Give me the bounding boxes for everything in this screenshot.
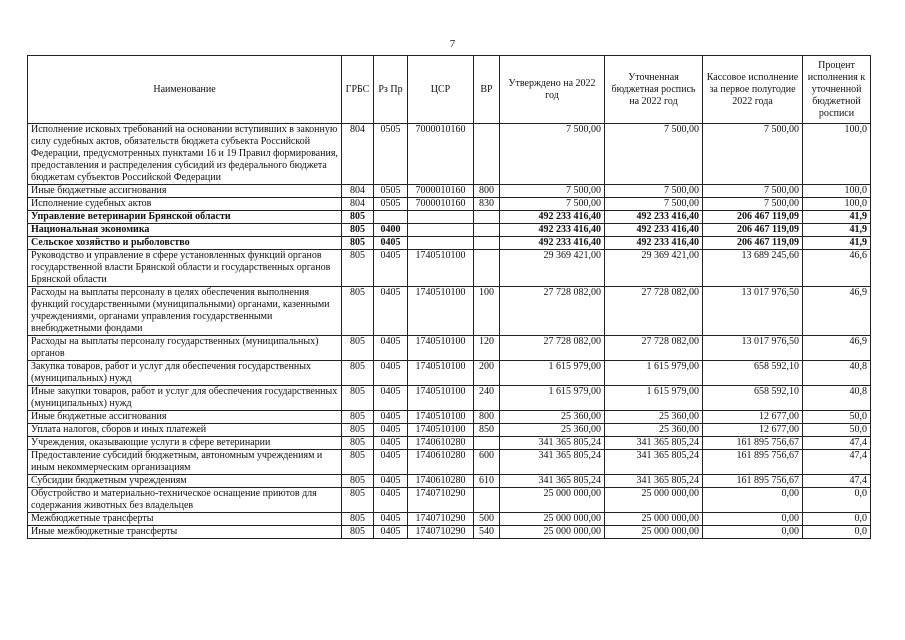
table-row	[28, 185, 871, 198]
cell-cash: 0,00	[703, 526, 803, 539]
table-row	[28, 424, 871, 437]
cell-csr: 1740510100	[408, 411, 474, 424]
table-row	[28, 224, 871, 237]
cell-percent: 0,0	[803, 513, 871, 526]
cell-csr	[408, 237, 474, 250]
cell-vr: 500	[474, 513, 500, 526]
cell-csr: 1740710290	[408, 513, 474, 526]
cell-grbs: 805	[342, 411, 374, 424]
cell-rzpr: 0405	[374, 475, 408, 488]
table-row	[28, 437, 871, 450]
cell-csr: 1740610280	[408, 475, 474, 488]
table-row	[28, 336, 871, 361]
cell-cash: 12 677,00	[703, 424, 803, 437]
cell-grbs: 805	[342, 250, 374, 287]
cell-refined: 25 000 000,00	[605, 513, 703, 526]
table-row	[28, 526, 871, 539]
cell-approved: 25 360,00	[500, 411, 605, 424]
cell-percent: 100,0	[803, 198, 871, 211]
cell-percent: 46,9	[803, 336, 871, 361]
cell-vr: 120	[474, 336, 500, 361]
cell-name: Иные межбюджетные трансферты	[28, 526, 342, 539]
table-row	[28, 513, 871, 526]
cell-percent: 41,9	[803, 224, 871, 237]
cell-cash: 206 467 119,09	[703, 211, 803, 224]
cell-approved: 492 233 416,40	[500, 211, 605, 224]
cell-vr: 200	[474, 361, 500, 386]
cell-refined: 7 500,00	[605, 198, 703, 211]
cell-grbs: 804	[342, 198, 374, 211]
cell-refined: 7 500,00	[605, 124, 703, 185]
cell-vr: 240	[474, 386, 500, 411]
cell-csr: 7000010160	[408, 185, 474, 198]
cell-csr: 1740510100	[408, 336, 474, 361]
cell-approved: 7 500,00	[500, 185, 605, 198]
table-row	[28, 488, 871, 513]
cell-cash: 658 592,10	[703, 361, 803, 386]
cell-rzpr: 0405	[374, 361, 408, 386]
cell-vr	[474, 124, 500, 185]
cell-vr: 830	[474, 198, 500, 211]
table-row	[28, 237, 871, 250]
cell-cash: 7 500,00	[703, 124, 803, 185]
cell-name: Учреждения, оказывающие услуги в сфере ветеринарии	[28, 437, 342, 450]
cell-percent: 50,0	[803, 411, 871, 424]
cell-grbs: 805	[342, 287, 374, 336]
cell-grbs: 804	[342, 124, 374, 185]
table-row	[28, 386, 871, 411]
header-grbs: ГРБС	[342, 56, 374, 124]
cell-refined: 1 615 979,00	[605, 386, 703, 411]
cell-name: Иные закупки товаров, работ и услуг для обеспечения государственных (муниципальных) нужд	[28, 386, 342, 411]
table-row	[28, 475, 871, 488]
cell-csr: 1740610280	[408, 437, 474, 450]
cell-approved: 27 728 082,00	[500, 287, 605, 336]
cell-rzpr: 0405	[374, 526, 408, 539]
cell-percent: 40,8	[803, 361, 871, 386]
cell-name: Расходы на выплаты персоналу государственных (муниципальных) органов	[28, 336, 342, 361]
cell-percent: 46,6	[803, 250, 871, 287]
cell-csr: 1740510100	[408, 361, 474, 386]
cell-rzpr: 0505	[374, 124, 408, 185]
cell-cash: 161 895 756,67	[703, 437, 803, 450]
cell-refined: 492 233 416,40	[605, 237, 703, 250]
cell-grbs: 805	[342, 437, 374, 450]
table-row	[28, 211, 871, 224]
table-row	[28, 198, 871, 211]
cell-rzpr: 0405	[374, 513, 408, 526]
cell-grbs: 805	[342, 336, 374, 361]
cell-csr: 1740510100	[408, 386, 474, 411]
cell-refined: 25 360,00	[605, 424, 703, 437]
cell-vr	[474, 211, 500, 224]
cell-cash: 13 017 976,50	[703, 336, 803, 361]
cell-cash: 13 689 245,60	[703, 250, 803, 287]
cell-approved: 492 233 416,40	[500, 224, 605, 237]
cell-rzpr: 0405	[374, 450, 408, 475]
cell-grbs: 805	[342, 211, 374, 224]
cell-name: Межбюджетные трансферты	[28, 513, 342, 526]
cell-cash: 0,00	[703, 513, 803, 526]
cell-name: Уплата налогов, сборов и иных платежей	[28, 424, 342, 437]
cell-refined: 25 000 000,00	[605, 488, 703, 513]
cell-name: Сельское хозяйство и рыболовство	[28, 237, 342, 250]
cell-grbs: 805	[342, 513, 374, 526]
cell-rzpr: 0505	[374, 198, 408, 211]
cell-grbs: 805	[342, 475, 374, 488]
cell-cash: 206 467 119,09	[703, 237, 803, 250]
cell-cash: 7 500,00	[703, 185, 803, 198]
cell-grbs: 805	[342, 424, 374, 437]
cell-refined: 341 365 805,24	[605, 450, 703, 475]
cell-refined: 7 500,00	[605, 185, 703, 198]
cell-approved: 25 000 000,00	[500, 526, 605, 539]
cell-grbs: 805	[342, 450, 374, 475]
cell-rzpr: 0405	[374, 488, 408, 513]
cell-approved: 29 369 421,00	[500, 250, 605, 287]
cell-csr	[408, 211, 474, 224]
cell-refined: 27 728 082,00	[605, 287, 703, 336]
header-name: Наименование	[28, 56, 342, 124]
table-row	[28, 124, 871, 185]
cell-percent: 47,4	[803, 437, 871, 450]
cell-vr: 850	[474, 424, 500, 437]
cell-percent: 46,9	[803, 287, 871, 336]
cell-refined: 25 360,00	[605, 411, 703, 424]
cell-percent: 41,9	[803, 237, 871, 250]
cell-name: Иные бюджетные ассигнования	[28, 411, 342, 424]
cell-name: Обустройство и материально-техническое оснащение приютов для содержания животных без владельцев	[28, 488, 342, 513]
budget-execution-table	[27, 55, 871, 539]
cell-csr: 7000010160	[408, 198, 474, 211]
cell-approved: 25 000 000,00	[500, 488, 605, 513]
cell-name: Национальная экономика	[28, 224, 342, 237]
cell-percent: 50,0	[803, 424, 871, 437]
cell-grbs: 804	[342, 185, 374, 198]
cell-csr: 1740610280	[408, 450, 474, 475]
cell-cash: 7 500,00	[703, 198, 803, 211]
cell-percent: 47,4	[803, 475, 871, 488]
cell-vr: 800	[474, 411, 500, 424]
cell-approved: 341 365 805,24	[500, 450, 605, 475]
cell-percent: 41,9	[803, 211, 871, 224]
cell-percent: 47,4	[803, 450, 871, 475]
cell-rzpr: 0405	[374, 336, 408, 361]
cell-csr: 1740710290	[408, 526, 474, 539]
cell-approved: 7 500,00	[500, 124, 605, 185]
cell-name: Закупка товаров, работ и услуг для обеспечения государственных (муниципальных) нужд	[28, 361, 342, 386]
cell-cash: 658 592,10	[703, 386, 803, 411]
cell-name: Расходы на выплаты персоналу в целях обеспечения выполнения функций государственными (муниципальными) органами, казенными учреждениями, органами управления государственными внебюджетными фондами	[28, 287, 342, 336]
cell-percent: 0,0	[803, 526, 871, 539]
cell-vr: 600	[474, 450, 500, 475]
cell-vr	[474, 224, 500, 237]
cell-approved: 27 728 082,00	[500, 336, 605, 361]
cell-vr: 610	[474, 475, 500, 488]
cell-rzpr: 0405	[374, 411, 408, 424]
table-body	[28, 124, 871, 539]
cell-name: Иные бюджетные ассигнования	[28, 185, 342, 198]
table-row	[28, 287, 871, 336]
cell-vr	[474, 488, 500, 513]
cell-name: Предоставление субсидий бюджетным, автономным учреждениям и иным некоммерческим организациям	[28, 450, 342, 475]
cell-name: Исполнение исковых требований на основании вступивших в законную силу судебных актов, обязательств бюджета субъекта Российской Федерации, предусмотренных пунктами 16 и 19 Правил формирования, предоставления и распределения субсидий из федерального бюджета бюджетам субъектов Российской Федерации	[28, 124, 342, 185]
cell-grbs: 805	[342, 237, 374, 250]
cell-rzpr: 0405	[374, 386, 408, 411]
cell-name: Субсидии бюджетным учреждениям	[28, 475, 342, 488]
cell-cash: 13 017 976,50	[703, 287, 803, 336]
cell-cash: 161 895 756,67	[703, 450, 803, 475]
cell-vr	[474, 437, 500, 450]
table-row	[28, 450, 871, 475]
header-csr: ЦСР	[408, 56, 474, 124]
cell-name: Руководство и управление в сфере установленных функций органов государственной власти Брянской области и государственных органов Брянской области	[28, 250, 342, 287]
cell-name: Исполнение судебных актов	[28, 198, 342, 211]
cell-refined: 25 000 000,00	[605, 526, 703, 539]
cell-rzpr: 0405	[374, 437, 408, 450]
header-cash: Кассовое исполнение за первое полугодие 2022 года	[703, 56, 803, 124]
cell-approved: 25 360,00	[500, 424, 605, 437]
cell-rzpr: 0505	[374, 185, 408, 198]
cell-approved: 492 233 416,40	[500, 237, 605, 250]
cell-grbs: 805	[342, 361, 374, 386]
cell-grbs: 805	[342, 488, 374, 513]
cell-vr: 800	[474, 185, 500, 198]
header-vr: ВР	[474, 56, 500, 124]
cell-rzpr: 0405	[374, 287, 408, 336]
cell-csr: 1740710290	[408, 488, 474, 513]
cell-rzpr: 0405	[374, 250, 408, 287]
cell-cash: 206 467 119,09	[703, 224, 803, 237]
cell-approved: 341 365 805,24	[500, 475, 605, 488]
cell-vr: 540	[474, 526, 500, 539]
cell-cash: 0,00	[703, 488, 803, 513]
cell-csr	[408, 224, 474, 237]
cell-rzpr: 0405	[374, 424, 408, 437]
header-percent: Процент исполнения к уточненной бюджетной росписи	[803, 56, 871, 124]
cell-refined: 1 615 979,00	[605, 361, 703, 386]
table-row	[28, 250, 871, 287]
cell-vr	[474, 250, 500, 287]
cell-approved: 1 615 979,00	[500, 386, 605, 411]
cell-percent: 100,0	[803, 124, 871, 185]
header-refined: Уточненная бюджетная роспись на 2022 год	[605, 56, 703, 124]
cell-refined: 492 233 416,40	[605, 211, 703, 224]
cell-refined: 29 369 421,00	[605, 250, 703, 287]
cell-approved: 25 000 000,00	[500, 513, 605, 526]
cell-percent: 0,0	[803, 488, 871, 513]
cell-name: Управление ветеринарии Брянской области	[28, 211, 342, 224]
cell-approved: 341 365 805,24	[500, 437, 605, 450]
cell-rzpr: 0405	[374, 237, 408, 250]
cell-rzpr	[374, 211, 408, 224]
page-number: 7	[449, 38, 456, 50]
cell-approved: 1 615 979,00	[500, 361, 605, 386]
cell-csr: 1740510100	[408, 424, 474, 437]
cell-refined: 492 233 416,40	[605, 224, 703, 237]
cell-csr: 1740510100	[408, 250, 474, 287]
cell-grbs: 805	[342, 526, 374, 539]
cell-csr: 1740510100	[408, 287, 474, 336]
table-header-row	[28, 56, 871, 124]
cell-csr: 7000010160	[408, 124, 474, 185]
cell-cash: 161 895 756,67	[703, 475, 803, 488]
cell-approved: 7 500,00	[500, 198, 605, 211]
cell-refined: 341 365 805,24	[605, 475, 703, 488]
cell-cash: 12 677,00	[703, 411, 803, 424]
cell-vr: 100	[474, 287, 500, 336]
cell-grbs: 805	[342, 224, 374, 237]
table-row	[28, 361, 871, 386]
header-rzpr: Рз Пр	[374, 56, 408, 124]
cell-grbs: 805	[342, 386, 374, 411]
header-approved: Утверждено на 2022 год	[500, 56, 605, 124]
cell-percent: 40,8	[803, 386, 871, 411]
table-row	[28, 411, 871, 424]
cell-refined: 27 728 082,00	[605, 336, 703, 361]
cell-percent: 100,0	[803, 185, 871, 198]
cell-rzpr: 0400	[374, 224, 408, 237]
cell-vr	[474, 237, 500, 250]
cell-refined: 341 365 805,24	[605, 437, 703, 450]
